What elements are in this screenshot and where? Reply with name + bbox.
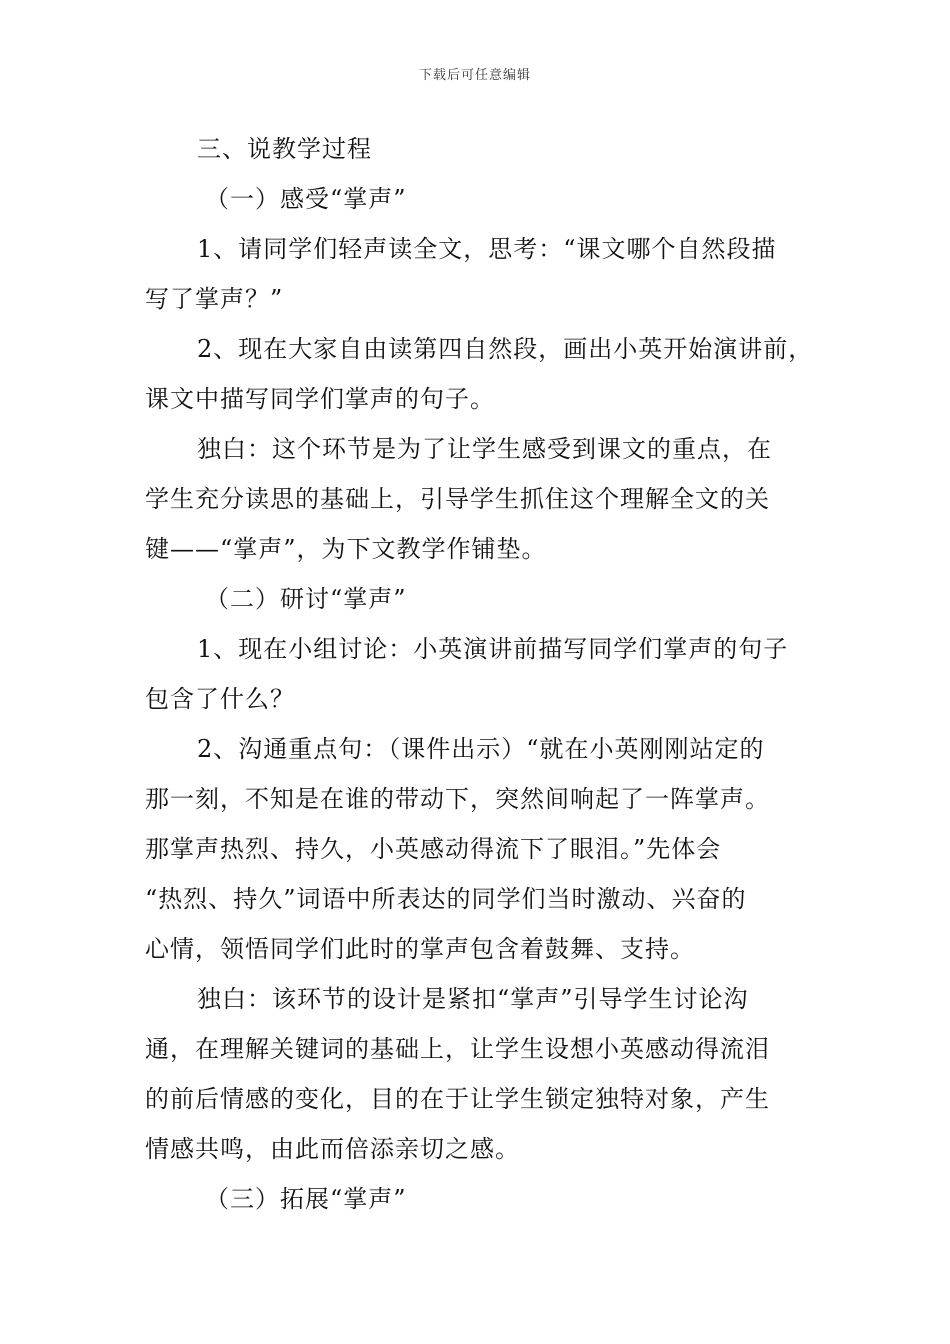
subsection-heading: （三）拓展“掌声” bbox=[205, 1185, 407, 1213]
paragraph-line: 1、请同学们轻声读全文，思考：“课文哪个自然段描 bbox=[197, 235, 777, 263]
paragraph-line: 2、沟通重点句：（课件出示）“就在小英刚刚站定的 bbox=[197, 735, 765, 763]
document-body bbox=[145, 124, 814, 1224]
paragraph-line: 通，在理解关键词的基础上，让学生设想小英感动得流泪 bbox=[145, 1035, 770, 1063]
paragraph-line: 键——“掌声”，为下文教学作铺垫。 bbox=[145, 535, 547, 563]
paragraph-line: 1、现在小组讨论：小英演讲前描写同学们掌声的句子 bbox=[197, 635, 789, 663]
paragraph-line: 情感共鸣，由此而倍添亲切之感。 bbox=[145, 1135, 520, 1163]
paragraph-line: 独白：该环节的设计是紧扣“掌声”引导学生讨论沟 bbox=[197, 985, 749, 1013]
paragraph-line: “热烈、持久”词语中所表达的同学们当时激动、兴奋的 bbox=[145, 885, 747, 913]
paragraph-line: 那一刻，不知是在谁的带动下，突然间响起了一阵掌声。 bbox=[145, 785, 770, 813]
paragraph-line: 2、现在大家自由读第四自然段，画出小英开始演讲前， bbox=[197, 335, 814, 363]
paragraph-line: 独白：这个环节是为了让学生感受到课文的重点，在 bbox=[197, 435, 772, 463]
paragraph-line: 那掌声热烈、持久，小英感动得流下了眼泪。”先体会 bbox=[145, 835, 722, 863]
page-header-note: 下载后可任意编辑 bbox=[418, 68, 531, 83]
subsection-heading: （二）研讨“掌声” bbox=[205, 585, 407, 613]
paragraph-line: 课文中描写同学们掌声的句子。 bbox=[145, 385, 495, 413]
paragraph-line: 写了掌声？” bbox=[145, 285, 284, 313]
subsection-heading: （一）感受“掌声” bbox=[205, 185, 407, 213]
section-heading: 三、说教学过程 bbox=[197, 135, 372, 163]
paragraph-line: 心情，领悟同学们此时的掌声包含着鼓舞、支持。 bbox=[145, 935, 695, 963]
paragraph-line: 的前后情感的变化，目的在于让学生锁定独特对象，产生 bbox=[145, 1085, 770, 1113]
paragraph-line: 学生充分读思的基础上，引导学生抓住这个理解全文的关 bbox=[145, 485, 770, 513]
paragraph-line: 包含了什么？ bbox=[145, 685, 295, 713]
